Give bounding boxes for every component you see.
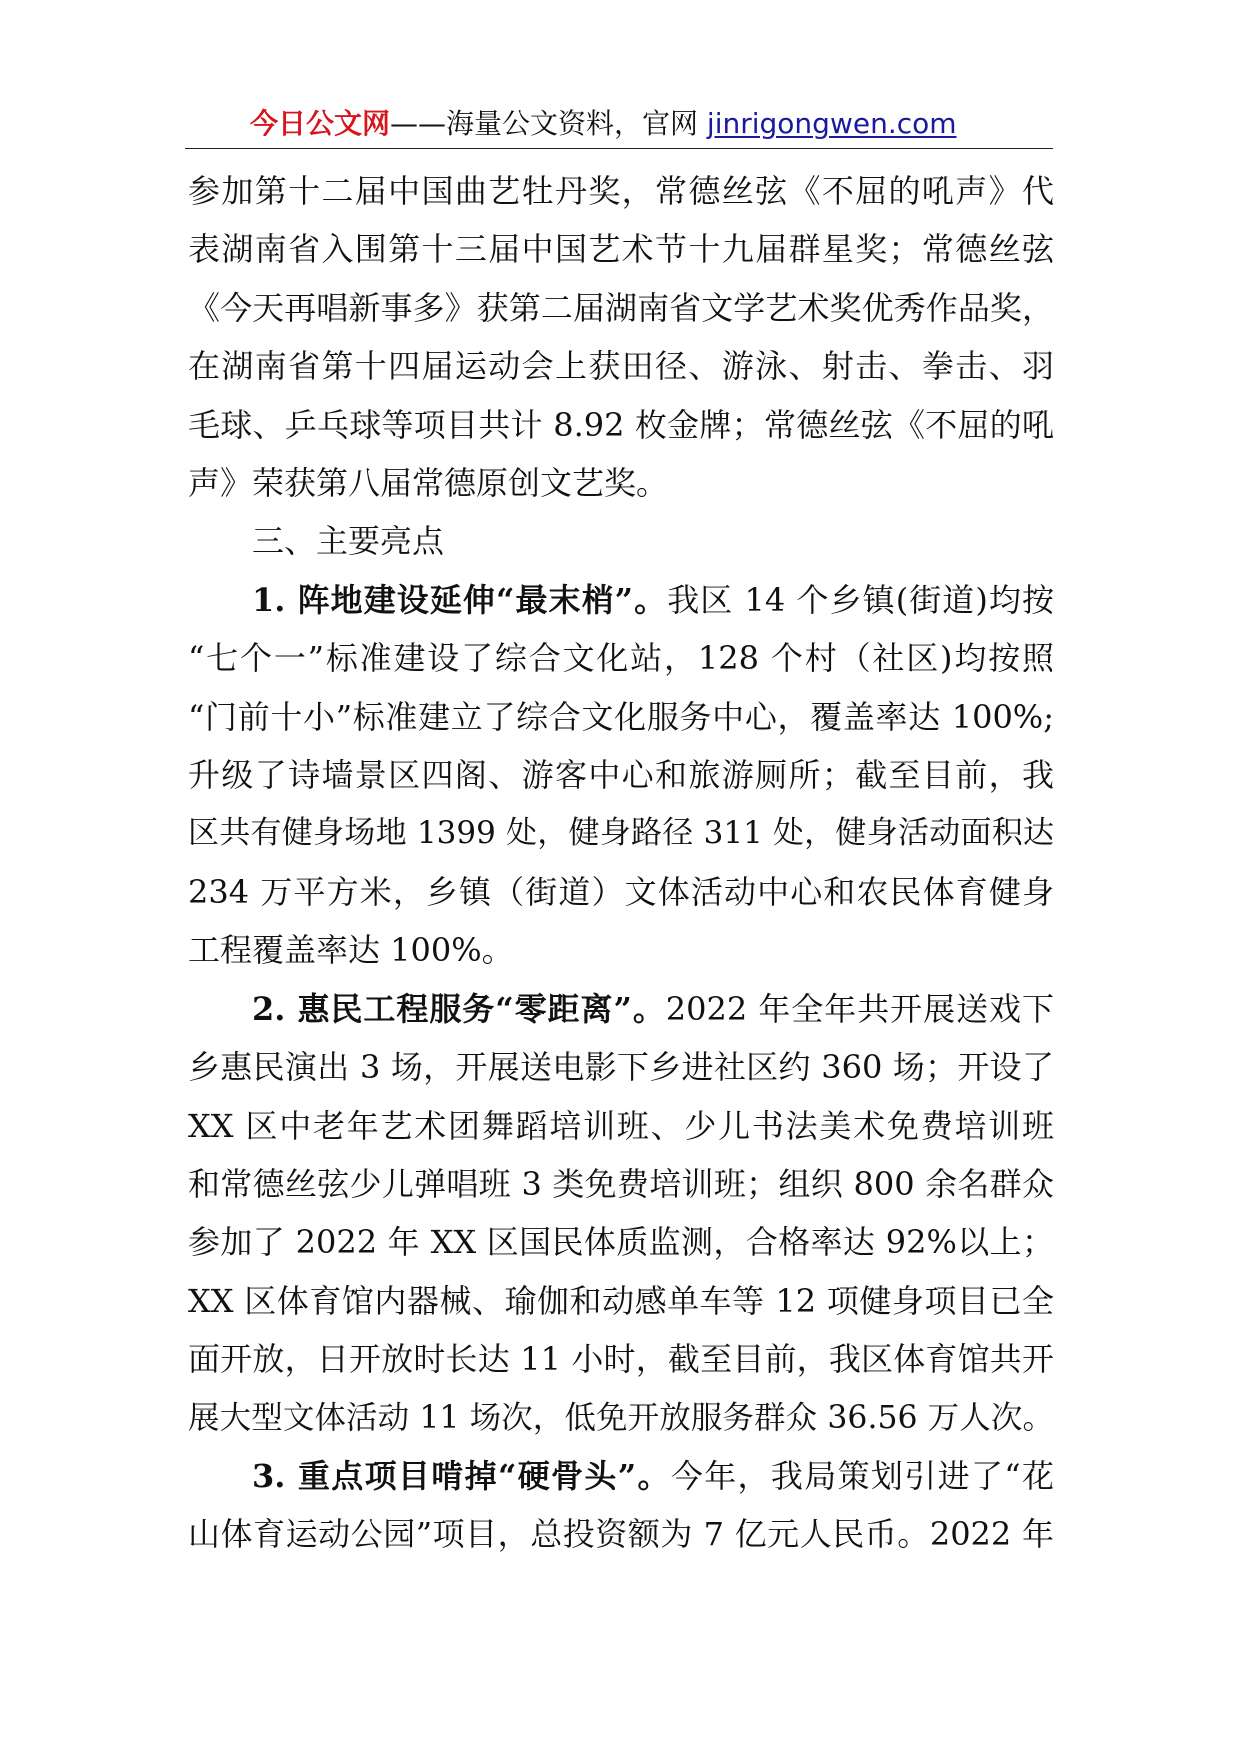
text-line: 声》荣获第八届常德原创文艺奖。: [188, 464, 669, 503]
header-divider: [185, 148, 1053, 149]
text-line: 在湖南省第十四届运动会上获田径、游泳、射击、拳击、羽: [188, 347, 1054, 386]
paragraph-item-3: [188, 1447, 1054, 1564]
item-title: 1. 阵地建设延伸“最末梢”。: [252, 580, 668, 619]
item-first-line: [188, 571, 1054, 629]
page-header: [250, 104, 957, 144]
site-tagline: ——海量公文资料，官网: [390, 107, 707, 140]
text-line: XX 区中老年艺术团舞蹈培训班、少儿书法美术免费培训班: [188, 1106, 1054, 1145]
item-text: 今年，我局策划引进了“花: [670, 1456, 1054, 1495]
document-body: [188, 162, 1054, 1564]
item-text: 2022 年全年共开展送戏下: [665, 989, 1054, 1028]
text-line: 展大型文体活动 11 场次，低免开放服务群众 36.56 万人次。: [188, 1399, 1054, 1436]
text-line: 《今天再唱新事多》获第二届湖南省文学艺术奖优秀作品奖，: [188, 288, 1054, 327]
text-line: 山体育运动公园”项目，总投资额为 7 亿元人民币。2022 年: [188, 1515, 1054, 1554]
text-line: 参加第十二届中国曲艺牡丹奖，常德丝弦《不屈的吼声》代: [188, 172, 1054, 210]
text-line: 表湖南省入围第十三届中国艺术节十九届群星奖；常德丝弦: [188, 230, 1054, 269]
text-line: 参加了 2022 年 XX 区国民体质监测，合格率达 92%以上；: [188, 1223, 1054, 1262]
text-line: XX 区体育馆内器械、瑜伽和动感单车等 12 项健身项目已全: [188, 1281, 1054, 1320]
item-first-line: [188, 1447, 1054, 1505]
text-line: 面开放，日开放时长达 11 小时，截至目前，我区体育馆共开: [188, 1340, 1054, 1379]
item-text: 我区 14 个乡镇(街道)均按: [667, 580, 1054, 619]
paragraph-item-2: [188, 980, 1054, 1447]
text-line: 和常德丝弦少儿弹唱班 3 类免费培训班；组织 800 余名群众: [188, 1164, 1054, 1203]
text-line: 毛球、乒乓球等项目共计 8.92 枚金牌；常德丝弦《不屈的吼: [188, 405, 1054, 444]
item-first-line: [188, 980, 1054, 1038]
site-url-link[interactable]: jinrigongwen.com: [706, 107, 957, 140]
text-line: “门前十小”标准建立了综合文化服务中心，覆盖率达 100%;: [188, 697, 1054, 736]
text-line: 234 万平方米，乡镇（街道）文体活动中心和农民体育健身: [188, 872, 1054, 911]
paragraph-item-1: [188, 571, 1054, 980]
item-title: 3. 重点项目啃掉“硬骨头”。: [252, 1456, 671, 1495]
item-title: 2. 惠民工程服务“零距离”。: [252, 989, 666, 1028]
text-line: 区共有健身场地 1399 处，健身路径 311 处，健身活动面积达: [188, 815, 1054, 852]
paragraph-awards: [188, 162, 1054, 512]
text-line: 乡惠民演出 3 场，开展送电影下乡进社区约 360 场；开设了: [188, 1048, 1054, 1087]
text-line: 工程覆盖率达 100%。: [188, 931, 514, 970]
section-heading: 三、主要亮点: [252, 522, 445, 561]
site-brand: 今日公文网: [250, 107, 391, 140]
text-line: 升级了诗墙景区四阁、游客中心和旅游厕所；截至目前，我: [188, 756, 1054, 795]
text-line: “七个一”标准建设了综合文化站，128 个村（社区)均按照: [188, 639, 1054, 678]
